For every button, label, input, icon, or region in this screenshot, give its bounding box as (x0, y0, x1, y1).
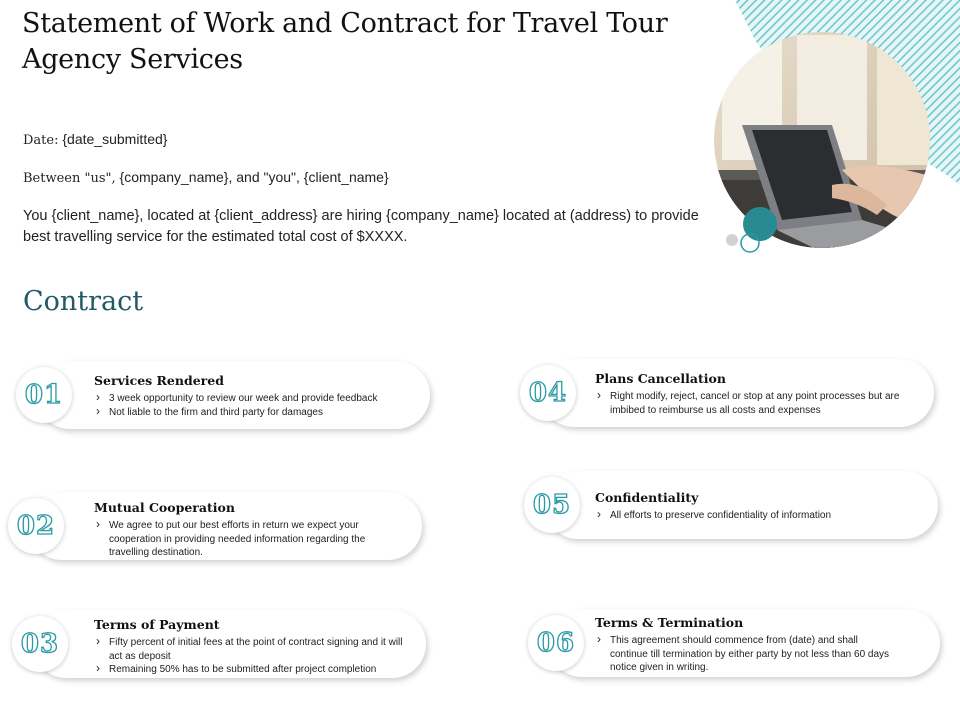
card-number-01: 01 (16, 367, 72, 423)
contract-card-04 (528, 359, 934, 427)
card-point: › Not liable to the firm and third party for damages (94, 406, 414, 420)
intro-paragraph: You {client_name}, located at {client_address} are hiring {company_name} located at (address) to provide best travelling service for the estimated total cost of $XXXX. (23, 208, 699, 245)
card-title-03: Terms of Payment (94, 617, 220, 632)
card-number-02: 02 (8, 498, 64, 554)
card-points-01 (94, 392, 414, 419)
laptop-photo (712, 30, 942, 260)
card-point: › Fifty percent of initial fees at the point of contract signing and it will act as deposit (94, 636, 404, 663)
contract-card-06 (536, 609, 940, 677)
contract-card-02 (16, 492, 422, 560)
contract-heading: Contract (23, 286, 144, 317)
card-body-05 (595, 490, 925, 523)
card-point: › Remaining 50% has to be submitted after project completion (94, 663, 404, 677)
page-title (22, 6, 702, 78)
card-title-01: Services Rendered (94, 373, 224, 388)
card-points-02 (94, 519, 394, 560)
card-point: › Right modify, reject, cancel or stop at any point processes but are imbibed to reimburse us all costs and expenses (595, 390, 925, 417)
between-value: {company_name}, and "you", {client_name} (119, 169, 389, 185)
title-line-1: Statement of Work and Contract for Travel Tour (22, 8, 668, 39)
contract-card-05 (532, 471, 938, 539)
card-body-02 (94, 500, 394, 560)
card-title-05: Confidentiality (595, 490, 699, 505)
card-body-04 (595, 371, 925, 417)
card-number-03: 03 (12, 616, 68, 672)
card-title-04: Plans Cancellation (595, 371, 726, 386)
card-point: › All efforts to preserve confidentiality of information (595, 509, 925, 523)
card-points-06 (595, 634, 895, 675)
card-point: › We agree to put our best efforts in return we expect your cooperation in providing needed information regarding the travelling destination. (94, 519, 394, 560)
contract-card-03 (20, 610, 426, 678)
card-points-03 (94, 636, 404, 677)
date-line (23, 131, 167, 148)
card-number-05: 05 (524, 477, 580, 533)
between-line (23, 169, 389, 186)
card-points-05 (595, 509, 925, 523)
between-label: Between "us", (23, 171, 116, 186)
card-body-06 (595, 615, 895, 675)
date-label: Date: (23, 133, 59, 148)
card-number-04: 04 (520, 365, 576, 421)
card-body-01 (94, 373, 414, 419)
card-body-03 (94, 617, 404, 677)
card-number-06: 06 (528, 615, 584, 671)
card-points-04 (595, 390, 925, 417)
card-point: › 3 week opportunity to review our week and provide feedback (94, 392, 414, 406)
date-value: {date_submitted} (62, 131, 168, 147)
contract-card-01 (24, 361, 430, 429)
card-point: › This agreement should commence from (date) and shall continue till termination by either party by not less than 60 days notice given in writing. (595, 634, 895, 675)
card-title-02: Mutual Cooperation (94, 500, 235, 515)
title-line-2: Agency Services (22, 44, 243, 75)
card-title-06: Terms & Termination (595, 615, 744, 630)
